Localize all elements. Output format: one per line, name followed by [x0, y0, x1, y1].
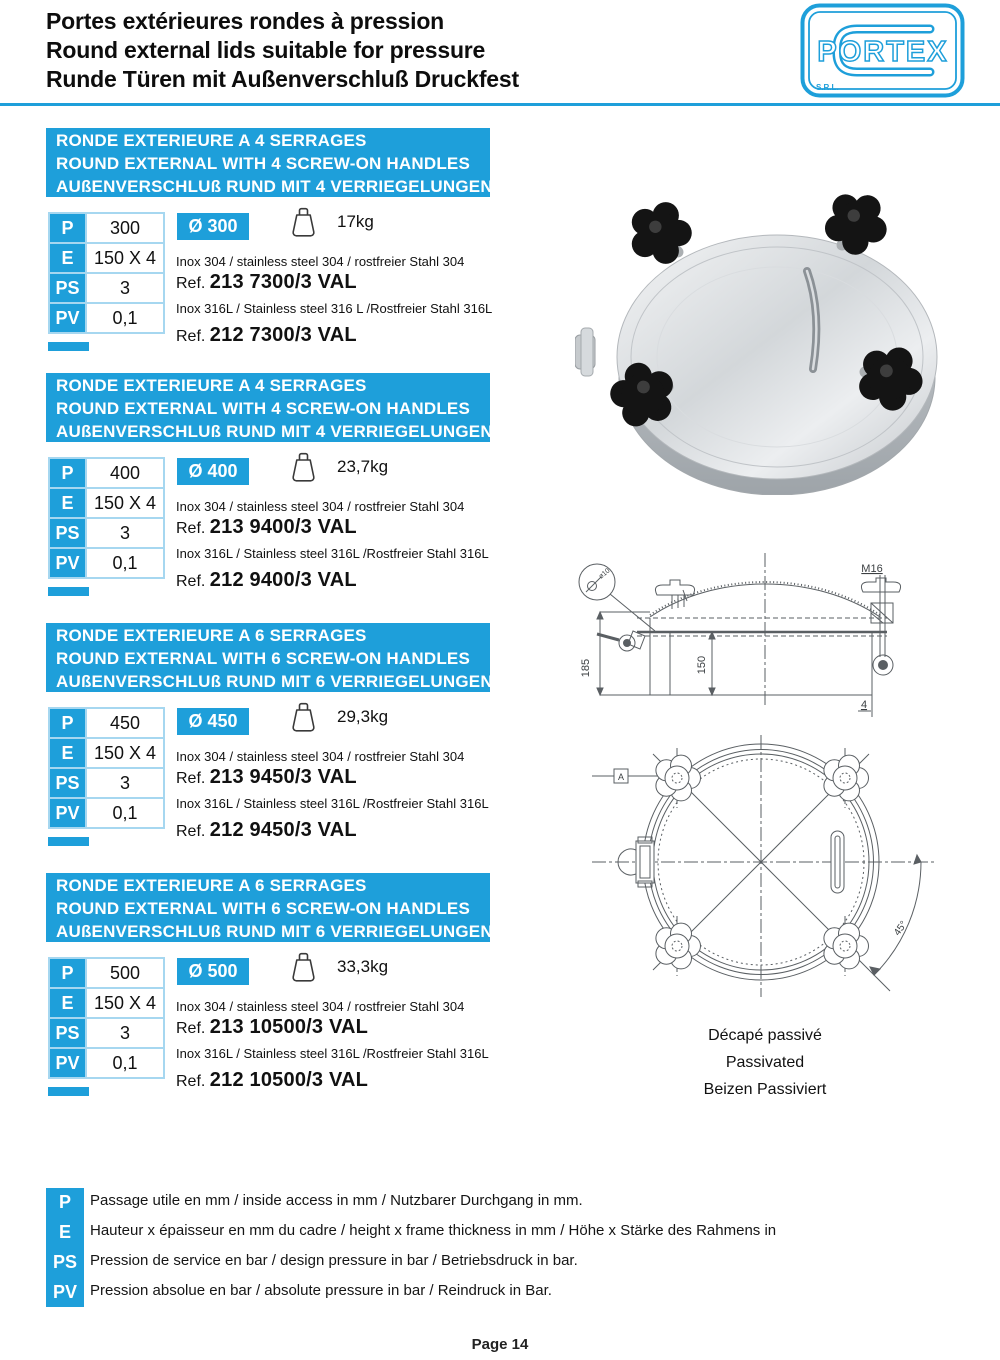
page-title-fr: Portes extérieures rondes à pression [46, 8, 445, 34]
weight-value: 29,3kg [337, 707, 389, 726]
product-section-o500 [46, 873, 516, 1115]
material-316: Inox 316L / Stainless steel 316L /Rostfreier Stahl 316L [176, 796, 489, 811]
table-row [49, 458, 164, 488]
finish-caption-en: Passivated [725, 1054, 805, 1071]
logo-suffix-text: S.R.L. [816, 83, 839, 92]
table-row [49, 958, 164, 988]
table-stub [48, 1087, 89, 1096]
spec-value: 150 X 4 [86, 243, 164, 273]
product-section-o300 [46, 128, 516, 370]
spec-key: PS [49, 768, 86, 798]
spec-value: 0,1 [86, 1048, 164, 1078]
legend-row-ps [46, 1248, 976, 1278]
ref-316 [176, 819, 357, 842]
spec-table [48, 457, 165, 579]
table-stub [48, 837, 89, 846]
table-row [49, 708, 164, 738]
section-a-label: A [617, 772, 625, 782]
ref-number: 212 7300/3 VAL [209, 324, 357, 346]
spec-value: 0,1 [86, 303, 164, 333]
knob-bottom-right [824, 916, 869, 976]
finish-caption-fr: Décapé passivé [708, 1027, 822, 1044]
header-rule [0, 103, 1000, 106]
section-header-en: ROUND EXTERNAL WITH 4 SCREW-ON HANDLES [56, 154, 471, 173]
section-header-de: AUßENVERSCHLUß RUND MIT 6 VERRIEGELUNGEN [56, 672, 493, 691]
table-row [49, 273, 164, 303]
top-view-drawing [590, 725, 1000, 1025]
spec-key: E [49, 738, 86, 768]
ref-label: Ref. [176, 823, 206, 840]
spec-key: PV [49, 303, 86, 333]
product-photo [575, 185, 995, 495]
ref-label: Ref. [176, 770, 206, 787]
product-section-o450 [46, 623, 516, 865]
spec-key: P [49, 458, 86, 488]
ref-316 [176, 324, 357, 347]
spec-key: PV [49, 798, 86, 828]
section-header-fr: RONDE EXTERIEURE A 4 SERRAGES [56, 131, 367, 150]
ref-number: 212 9450/3 VAL [209, 819, 357, 841]
table-row [49, 548, 164, 578]
legend-key: P [58, 1192, 71, 1212]
spec-table [48, 707, 165, 829]
table-row [49, 518, 164, 548]
section-header-de: AUßENVERSCHLUß RUND MIT 4 VERRIEGELUNGEN [56, 177, 493, 196]
diameter-badge: Ø 400 [177, 458, 249, 485]
ref-number: 212 10500/3 VAL [209, 1069, 369, 1091]
section-header-fr: RONDE EXTERIEURE A 6 SERRAGES [56, 626, 367, 645]
section-header-de: AUßENVERSCHLUß RUND MIT 4 VERRIEGELUNGEN [56, 422, 493, 441]
finish-caption [590, 1022, 940, 1103]
legend [46, 1188, 976, 1310]
ref-316 [176, 569, 357, 592]
table-row [49, 768, 164, 798]
spec-key: P [49, 958, 86, 988]
material-316: Inox 316L / Stainless steel 316 L /Rostfreier Stahl 316L [176, 301, 493, 316]
spec-key: PV [49, 548, 86, 578]
weight-icon [290, 451, 317, 483]
section-header-en: ROUND EXTERNAL WITH 6 SCREW-ON HANDLES [56, 649, 471, 668]
spec-value: 3 [86, 518, 164, 548]
product-section-o400 [46, 373, 516, 615]
legend-key: E [58, 1222, 71, 1242]
ref-label: Ref. [176, 1073, 206, 1090]
ref-316 [176, 1069, 368, 1092]
spec-value: 3 [86, 273, 164, 303]
spec-key: P [49, 213, 86, 243]
ref-304 [176, 271, 357, 294]
table-row [49, 243, 164, 273]
legend-row-p [46, 1188, 976, 1218]
spec-value: 300 [86, 213, 164, 243]
ref-number: 213 9400/3 VAL [209, 516, 357, 538]
weight-icon [290, 206, 317, 238]
spec-value: 0,1 [86, 548, 164, 578]
table-row [49, 1048, 164, 1078]
material-304: Inox 304 / stainless steel 304 / rostfreier Stahl 304 [176, 254, 465, 269]
section-header-fr: RONDE EXTERIEURE A 4 SERRAGES [56, 376, 367, 395]
page-title-de: Runde Türen mit Außenverschluß Druckfest [46, 66, 519, 92]
legend-key: PV [52, 1282, 77, 1302]
material-316: Inox 316L / Stainless steel 316L /Rostfreier Stahl 316L [176, 546, 489, 561]
spec-value: 150 X 4 [86, 488, 164, 518]
ref-label: Ref. [176, 275, 206, 292]
material-304: Inox 304 / stainless steel 304 / rostfreier Stahl 304 [176, 749, 465, 764]
legend-text: Passage utile en mm / inside access in mm / Nutzbarer Durchgang in mm. [90, 1192, 583, 1209]
section-header [46, 623, 493, 692]
ref-304 [176, 766, 357, 789]
ref-304 [176, 516, 357, 539]
dim-150-label: 150 [696, 655, 708, 675]
spec-key: PS [49, 518, 86, 548]
logo-brand-text: PORTEX [817, 36, 949, 68]
material-316: Inox 316L / Stainless steel 316L /Rostfreier Stahl 316L [176, 1046, 489, 1061]
ref-label: Ref. [176, 1020, 206, 1037]
spec-key: E [49, 988, 86, 1018]
knob-top-right [824, 748, 869, 808]
section-header-en: ROUND EXTERNAL WITH 4 SCREW-ON HANDLES [56, 399, 471, 418]
knob-top-left [656, 748, 701, 808]
dim-185-label: 185 [580, 658, 592, 678]
weight-value: 33,3kg [337, 957, 389, 976]
detail-diameter-label: ø10 [597, 567, 612, 581]
spec-key: P [49, 708, 86, 738]
diameter-badge: Ø 300 [177, 213, 249, 240]
weight-icon [290, 951, 317, 983]
spec-key: E [49, 488, 86, 518]
table-row [49, 213, 164, 243]
table-row [49, 738, 164, 768]
ref-label: Ref. [176, 520, 206, 537]
ref-number: 213 7300/3 VAL [209, 271, 357, 293]
spec-value: 150 X 4 [86, 738, 164, 768]
legend-key: PS [52, 1252, 77, 1272]
knob-bottom-left [656, 916, 701, 976]
legend-row-e [46, 1218, 976, 1248]
table-stub [48, 587, 89, 596]
table-row [49, 303, 164, 333]
thread-m16-label: M16 [861, 563, 883, 575]
section-header [46, 128, 493, 197]
spec-value: 0,1 [86, 798, 164, 828]
weight-value: 17kg [337, 212, 374, 231]
angle-45-label: 45° [892, 919, 910, 938]
side-view-drawing [575, 545, 1000, 725]
spec-key: E [49, 243, 86, 273]
section-header [46, 373, 493, 442]
section-header-en: ROUND EXTERNAL WITH 6 SCREW-ON HANDLES [56, 899, 471, 918]
ref-label: Ref. [176, 328, 206, 345]
page-number: Page 14 [471, 1336, 529, 1353]
ref-number: 212 9400/3 VAL [209, 569, 357, 591]
spec-table [48, 212, 165, 334]
spec-value: 400 [86, 458, 164, 488]
section-header [46, 873, 493, 942]
diameter-badge: Ø 500 [177, 958, 249, 985]
page-title-en: Round external lids suitable for pressure [46, 37, 486, 63]
spec-value: 3 [86, 768, 164, 798]
weight-icon [290, 701, 317, 733]
spec-key: PV [49, 1048, 86, 1078]
diameter-badge: Ø 450 [177, 708, 249, 735]
spec-value: 150 X 4 [86, 988, 164, 1018]
spec-value: 500 [86, 958, 164, 988]
finish-caption-de: Beizen Passiviert [703, 1081, 827, 1098]
dim-4-label: 4 [860, 699, 868, 711]
ref-number: 213 10500/3 VAL [209, 1016, 369, 1038]
section-header-de: AUßENVERSCHLUß RUND MIT 6 VERRIEGELUNGEN [56, 922, 493, 941]
portex-logo [800, 3, 966, 101]
ref-304 [176, 1016, 368, 1039]
table-row [49, 1018, 164, 1048]
spec-key: PS [49, 273, 86, 303]
table-stub [48, 342, 89, 351]
ref-number: 213 9450/3 VAL [209, 766, 357, 788]
legend-row-pv [46, 1278, 976, 1308]
page-title [46, 7, 519, 94]
weight-value: 23,7kg [337, 457, 389, 476]
section-header-fr: RONDE EXTERIEURE A 6 SERRAGES [56, 876, 367, 895]
table-row [49, 798, 164, 828]
legend-text: Hauteur x épaisseur en mm du cadre / height x frame thickness in mm / Höhe x Stärke des Rahmens in [90, 1222, 777, 1239]
table-row [49, 988, 164, 1018]
table-row [49, 488, 164, 518]
spec-table [48, 957, 165, 1079]
spec-value: 3 [86, 1018, 164, 1048]
spec-key: PS [49, 1018, 86, 1048]
spec-value: 450 [86, 708, 164, 738]
legend-text: Pression de service en bar / design pressure in bar / Betriebsdruck in bar. [90, 1252, 578, 1269]
ref-label: Ref. [176, 573, 206, 590]
material-304: Inox 304 / stainless steel 304 / rostfreier Stahl 304 [176, 999, 465, 1014]
material-304: Inox 304 / stainless steel 304 / rostfreier Stahl 304 [176, 499, 465, 514]
legend-text: Pression absolue en bar / absolute pressure in bar / Reindruck in Bar. [90, 1282, 552, 1299]
